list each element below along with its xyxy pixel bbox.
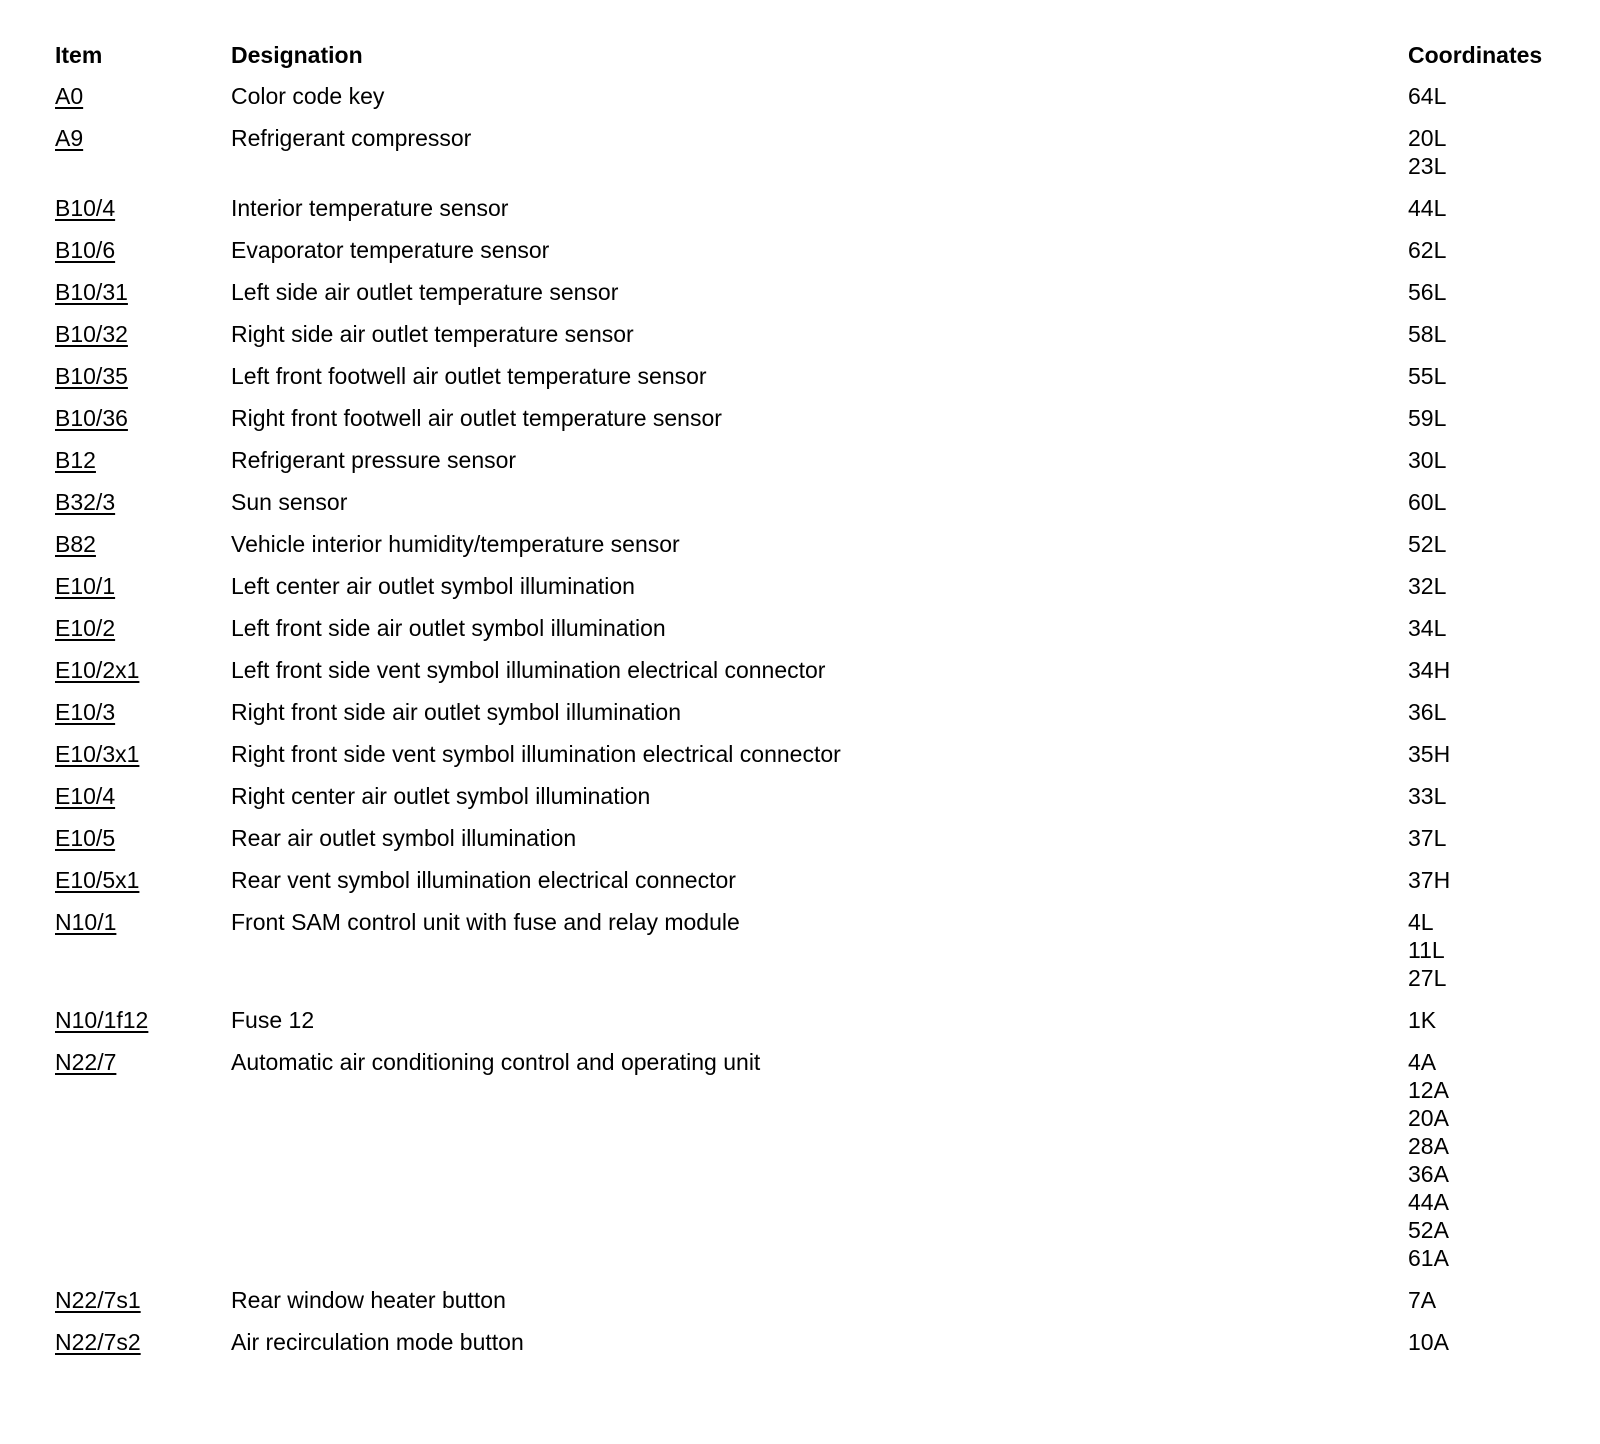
designation-cell: Refrigerant compressor bbox=[231, 125, 472, 151]
designation-cell: Right front footwell air outlet temperature sensor bbox=[231, 405, 722, 431]
item-link[interactable]: N22/7s2 bbox=[55, 1329, 141, 1355]
item-link[interactable]: B12 bbox=[55, 447, 96, 473]
coordinate-value: 55L bbox=[1408, 363, 1447, 389]
designation-cell: Automatic air conditioning control and operating unit bbox=[231, 1049, 761, 1075]
coordinates-cell bbox=[1408, 698, 1585, 740]
coordinate-value: 34H bbox=[1408, 657, 1451, 683]
coordinates-cell bbox=[1408, 362, 1585, 404]
table-row bbox=[55, 782, 1585, 824]
item-link[interactable]: B10/6 bbox=[55, 237, 116, 263]
coordinate-value: 7A bbox=[1408, 1287, 1437, 1313]
header-row bbox=[55, 40, 1585, 82]
coordinate-value: 12A bbox=[1408, 1077, 1449, 1103]
coordinate-value: 10A bbox=[1408, 1329, 1449, 1355]
coordinate-value: 28A bbox=[1408, 1133, 1449, 1159]
designation-cell: Right side air outlet temperature sensor bbox=[231, 321, 634, 347]
table-row bbox=[55, 614, 1585, 656]
item-cell bbox=[55, 194, 231, 236]
coordinates-cell bbox=[1408, 614, 1585, 656]
coordinates-cell bbox=[1408, 194, 1585, 236]
coordinate-value: 58L bbox=[1408, 321, 1447, 347]
item-link[interactable]: B10/4 bbox=[55, 195, 116, 221]
item-cell bbox=[55, 1286, 231, 1328]
coordinate-value: 64L bbox=[1408, 83, 1447, 109]
designation-cell: Right center air outlet symbol illumination bbox=[231, 783, 651, 809]
item-cell bbox=[55, 782, 231, 824]
designation-cell: Fuse 12 bbox=[231, 1007, 315, 1033]
table-row bbox=[55, 446, 1585, 488]
coordinate-value: 23L bbox=[1408, 153, 1447, 179]
table-row bbox=[55, 404, 1585, 446]
table-row bbox=[55, 740, 1585, 782]
table-row bbox=[55, 362, 1585, 404]
coordinates-cell bbox=[1408, 908, 1585, 1006]
item-cell bbox=[55, 404, 231, 446]
item-cell bbox=[55, 740, 231, 782]
coordinates-cell bbox=[1408, 1328, 1585, 1370]
designation-cell: Sun sensor bbox=[231, 489, 348, 515]
table-row bbox=[55, 572, 1585, 614]
designation-cell: Air recirculation mode button bbox=[231, 1329, 524, 1355]
item-link[interactable]: E10/3 bbox=[55, 699, 116, 725]
designation-cell: Refrigerant pressure sensor bbox=[231, 447, 517, 473]
table-row bbox=[55, 1048, 1585, 1286]
table-row bbox=[55, 698, 1585, 740]
item-cell bbox=[55, 236, 231, 278]
item-link[interactable]: B82 bbox=[55, 531, 96, 557]
designation-cell: Rear air outlet symbol illumination bbox=[231, 825, 577, 851]
coordinates-cell bbox=[1408, 488, 1585, 530]
item-cell bbox=[55, 656, 231, 698]
designation-cell: Left center air outlet symbol illumination bbox=[231, 573, 635, 599]
item-cell bbox=[55, 1328, 231, 1370]
coordinates-cell bbox=[1408, 320, 1585, 362]
table-row bbox=[55, 1328, 1585, 1370]
designation-cell: Evaporator temperature sensor bbox=[231, 237, 550, 263]
coordinates-cell bbox=[1408, 866, 1585, 908]
coordinates-cell bbox=[1408, 782, 1585, 824]
coordinates-cell bbox=[1408, 530, 1585, 572]
item-link[interactable]: E10/3x1 bbox=[55, 741, 140, 767]
table-row bbox=[55, 82, 1585, 124]
table-row bbox=[55, 320, 1585, 362]
item-link[interactable]: N10/1 bbox=[55, 909, 117, 935]
item-cell bbox=[55, 124, 231, 194]
item-cell bbox=[55, 572, 231, 614]
item-link[interactable]: E10/5 bbox=[55, 825, 116, 851]
table-row bbox=[55, 1286, 1585, 1328]
designation-cell: Interior temperature sensor bbox=[231, 195, 509, 221]
designation-cell: Left front side vent symbol illumination electrical connector bbox=[231, 657, 826, 683]
coordinates-cell bbox=[1408, 278, 1585, 320]
item-link[interactable]: B10/31 bbox=[55, 279, 128, 305]
item-link[interactable]: A0 bbox=[55, 83, 84, 109]
item-cell bbox=[55, 362, 231, 404]
legend-body bbox=[55, 82, 1585, 1370]
item-cell bbox=[55, 320, 231, 362]
designation-cell: Front SAM control unit with fuse and relay module bbox=[231, 909, 740, 935]
coordinate-value: 30L bbox=[1408, 447, 1447, 473]
coordinates-cell bbox=[1408, 236, 1585, 278]
coordinate-value: 37L bbox=[1408, 825, 1447, 851]
coordinates-cell bbox=[1408, 824, 1585, 866]
item-cell bbox=[55, 1006, 231, 1048]
coordinates-cell bbox=[1408, 740, 1585, 782]
item-link[interactable]: A9 bbox=[55, 125, 84, 151]
coordinate-value: 44A bbox=[1408, 1189, 1449, 1215]
table-row bbox=[55, 124, 1585, 194]
item-cell bbox=[55, 446, 231, 488]
coordinate-value: 36L bbox=[1408, 699, 1447, 725]
item-cell bbox=[55, 1048, 231, 1286]
table-row bbox=[55, 488, 1585, 530]
table-row bbox=[55, 1006, 1585, 1048]
designation-cell: Right front side air outlet symbol illumination bbox=[231, 699, 681, 725]
coordinate-value: 32L bbox=[1408, 573, 1447, 599]
item-cell bbox=[55, 866, 231, 908]
coordinate-value: 4L bbox=[1408, 909, 1434, 935]
designation-cell: Color code key bbox=[231, 83, 385, 109]
table-row bbox=[55, 866, 1585, 908]
item-link[interactable]: B10/35 bbox=[55, 363, 128, 389]
designation-column-header: Designation bbox=[231, 42, 363, 68]
item-link[interactable]: E10/4 bbox=[55, 783, 116, 809]
item-link[interactable]: E10/2 bbox=[55, 615, 116, 641]
item-cell bbox=[55, 908, 231, 1006]
coordinate-value: 33L bbox=[1408, 783, 1447, 809]
item-cell bbox=[55, 82, 231, 124]
coordinates-cell bbox=[1408, 1048, 1585, 1286]
coordinates-cell bbox=[1408, 1006, 1585, 1048]
coordinate-value: 34L bbox=[1408, 615, 1447, 641]
table-row bbox=[55, 236, 1585, 278]
designation-cell: Left front footwell air outlet temperature sensor bbox=[231, 363, 707, 389]
coordinate-value: 52A bbox=[1408, 1217, 1449, 1243]
coordinate-value: 60L bbox=[1408, 489, 1447, 515]
item-cell bbox=[55, 488, 231, 530]
coordinate-value: 11L bbox=[1408, 937, 1445, 963]
table-row bbox=[55, 908, 1585, 1006]
coordinates-cell bbox=[1408, 656, 1585, 698]
coordinate-value: 20A bbox=[1408, 1105, 1449, 1131]
coordinates-cell bbox=[1408, 446, 1585, 488]
item-link[interactable]: N22/7s1 bbox=[55, 1287, 141, 1313]
coordinate-value: 56L bbox=[1408, 279, 1447, 305]
coordinate-value: 59L bbox=[1408, 405, 1447, 431]
coordinate-value: 1K bbox=[1408, 1007, 1437, 1033]
item-cell bbox=[55, 614, 231, 656]
designation-cell: Left side air outlet temperature sensor bbox=[231, 279, 619, 305]
item-link[interactable]: E10/1 bbox=[55, 573, 116, 599]
item-link[interactable]: N22/7 bbox=[55, 1049, 117, 1075]
designation-cell: Rear window heater button bbox=[231, 1287, 506, 1313]
item-cell bbox=[55, 278, 231, 320]
coordinates-cell bbox=[1408, 124, 1585, 194]
coordinate-value: 35H bbox=[1408, 741, 1451, 767]
coordinate-value: 4A bbox=[1408, 1049, 1437, 1075]
component-legend-table bbox=[55, 40, 1585, 1370]
coordinate-value: 62L bbox=[1408, 237, 1447, 263]
item-link[interactable]: E10/5x1 bbox=[55, 867, 140, 893]
table-row bbox=[55, 194, 1585, 236]
coordinate-value: 52L bbox=[1408, 531, 1447, 557]
coordinate-value: 36A bbox=[1408, 1161, 1449, 1187]
coordinate-value: 44L bbox=[1408, 195, 1447, 221]
designation-cell: Vehicle interior humidity/temperature sensor bbox=[231, 531, 680, 557]
item-link[interactable]: E10/2x1 bbox=[55, 657, 140, 683]
item-link[interactable]: N10/1f12 bbox=[55, 1007, 149, 1033]
coordinate-value: 37H bbox=[1408, 867, 1451, 893]
coordinate-value: 20L bbox=[1408, 125, 1447, 151]
item-link[interactable]: B32/3 bbox=[55, 489, 116, 515]
item-cell bbox=[55, 530, 231, 572]
item-column-header: Item bbox=[55, 42, 103, 68]
item-cell bbox=[55, 824, 231, 866]
table-row bbox=[55, 656, 1585, 698]
coordinates-cell bbox=[1408, 572, 1585, 614]
table-row bbox=[55, 530, 1585, 572]
table-row bbox=[55, 824, 1585, 866]
coordinates-cell bbox=[1408, 404, 1585, 446]
coordinates-cell bbox=[1408, 82, 1585, 124]
table-row bbox=[55, 278, 1585, 320]
coordinates-cell bbox=[1408, 1286, 1585, 1328]
designation-cell: Right front side vent symbol illumination electrical connector bbox=[231, 741, 841, 767]
designation-cell: Rear vent symbol illumination electrical connector bbox=[231, 867, 736, 893]
item-cell bbox=[55, 698, 231, 740]
coordinate-value: 27L bbox=[1408, 965, 1447, 991]
item-link[interactable]: B10/36 bbox=[55, 405, 128, 431]
coordinates-column-header: Coordinates bbox=[1408, 42, 1543, 68]
coordinate-value: 61A bbox=[1408, 1245, 1449, 1271]
designation-cell: Left front side air outlet symbol illumination bbox=[231, 615, 666, 641]
item-link[interactable]: B10/32 bbox=[55, 321, 128, 347]
